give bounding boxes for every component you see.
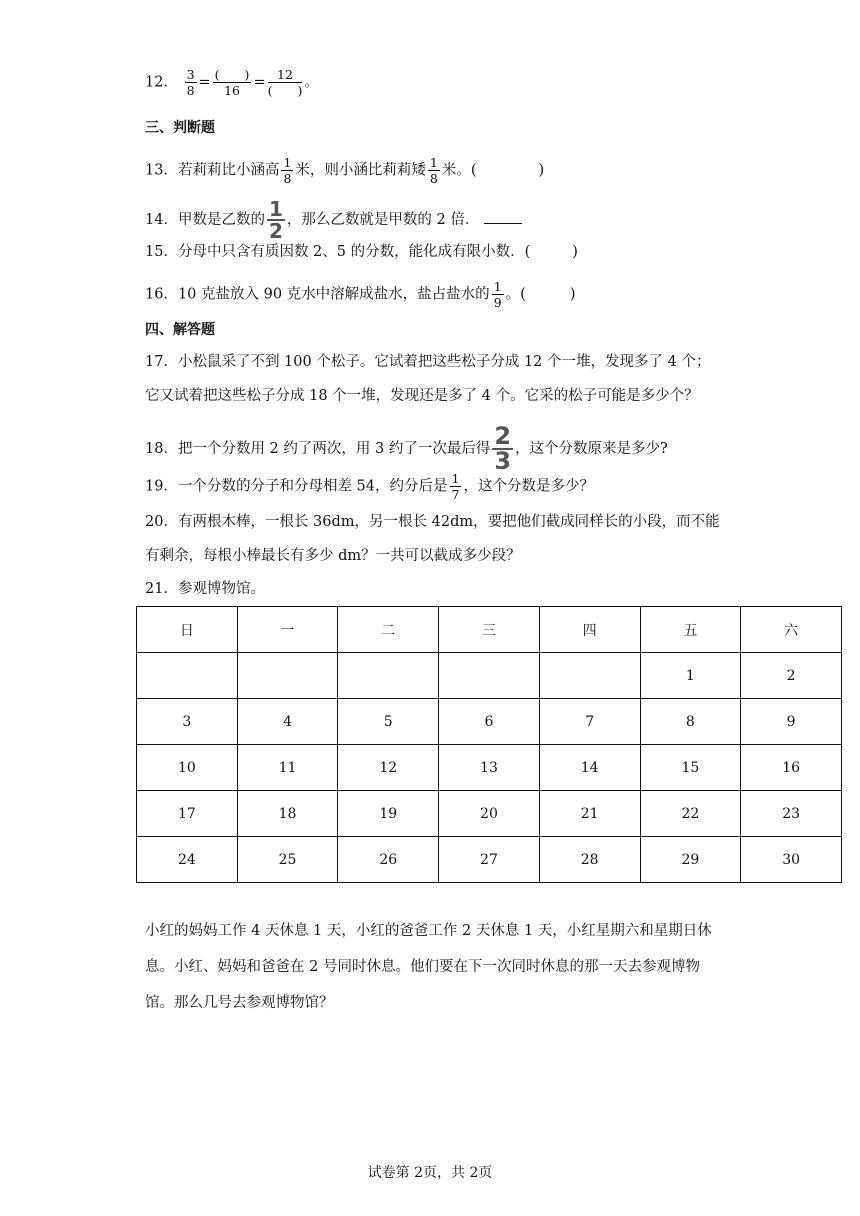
question-21-text-line1: 小红的妈妈工作 4 天休息 1 天，小红的爸爸工作 2 天休息 1 天，小红星期六和星期日休 [145, 923, 712, 939]
calendar-cell: 23 [741, 791, 842, 837]
calendar-cell [137, 653, 238, 699]
section-heading-judgement: 三、判断题 [145, 120, 215, 136]
question-21-text-line2: 息。小红、妈妈和爸爸在 2 号同时休息。他们要在下一次同时休息的那一天去参观博物 [145, 959, 700, 975]
question-15: 15．分母中只含有质因数 2、5 的分数，能化成有限小数．( ) [145, 244, 578, 260]
calendar-cell: 15 [640, 745, 741, 791]
fraction-12-blank: $\frac{12}{( )}$ [267, 67, 303, 98]
calendar-table [136, 606, 842, 883]
calendar-cell: 12 [338, 745, 439, 791]
calendar-header-cell: 一 [237, 607, 338, 653]
calendar-cell: 20 [439, 791, 540, 837]
calendar-cell [439, 653, 540, 699]
fraction-1-8: $\frac{1}{8}$ [283, 155, 292, 186]
page-footer: 试卷第 2页，共 2页 [367, 1165, 493, 1181]
question-21-title: 21．参观博物馆。 [145, 581, 265, 597]
section-heading-answers: 四、解答题 [145, 322, 215, 338]
calendar-row [137, 745, 842, 791]
question-20-line2: 有剩余，每根小棒最长有多少 dm？一共可以截成多少段？ [145, 548, 521, 564]
calendar-cell [539, 653, 640, 699]
question-13: 13．若莉莉比小涵高 $\frac{1}{8}$ 米，则小涵比莉莉矮 $\frac{1}{8}$ 米。( ) [145, 155, 545, 186]
calendar-cell: 26 [338, 837, 439, 883]
calendar-row [137, 699, 842, 745]
calendar-header-cell: 四 [539, 607, 640, 653]
answer-blank[interactable] [484, 209, 522, 224]
question-17-line1: 17．小松鼠采了不到 100 个松子。它试着把这些松子分成 12 个一堆，发现多了 4 个； [145, 354, 711, 370]
fraction-2-3: $\frac{2}{3}$ [494, 422, 512, 475]
calendar-cell: 29 [640, 837, 741, 883]
calendar-header-cell: 二 [338, 607, 439, 653]
question-18: 18．把一个分数用 2 约了两次，用 3 约了一次最后得 $\frac{2}{3}$ ，这个分数原来是多少? [145, 422, 668, 475]
calendar-header-cell: 六 [741, 607, 842, 653]
question-16: 16．10 克盐放入 90 克水中溶解成盐水，盐占盐水的 $\frac{1}{9}$ 。( ) [145, 279, 576, 310]
calendar-cell: 21 [539, 791, 640, 837]
fraction-1-7: $\frac{1}{7}$ [451, 471, 460, 502]
question-20-line1: 20．有两根木棒，一根长 36dm，另一根长 42dm，要把他们截成同样长的小段，而不能 [145, 514, 720, 530]
calendar-cell: 10 [137, 745, 238, 791]
calendar-cell: 7 [539, 699, 640, 745]
calendar-cell [338, 653, 439, 699]
calendar-header-row [137, 607, 842, 653]
calendar-cell: 17 [137, 791, 238, 837]
calendar-cell: 1 [640, 653, 741, 699]
question-17-line2: 它又试着把这些松子分成 18 个一堆，发现还是多了 4 个。它采的松子可能是多少个？ [145, 388, 699, 404]
fraction-blank-16: $\frac{( )}{16}$ [214, 67, 250, 98]
calendar-cell: 19 [338, 791, 439, 837]
calendar-cell: 5 [338, 699, 439, 745]
calendar-cell: 16 [741, 745, 842, 791]
fraction-3-8: $\frac{3}{8}$ [186, 67, 195, 98]
calendar-cell: 11 [237, 745, 338, 791]
calendar-cell: 30 [741, 837, 842, 883]
fraction-1-8-second: $\frac{1}{8}$ [429, 155, 438, 186]
calendar-cell: 24 [137, 837, 238, 883]
calendar-cell: 13 [439, 745, 540, 791]
fraction-1-9: $\frac{1}{9}$ [493, 279, 502, 310]
calendar-row [137, 837, 842, 883]
calendar-cell: 6 [439, 699, 540, 745]
calendar-row [137, 791, 842, 837]
calendar-cell: 4 [237, 699, 338, 745]
calendar-row [137, 653, 842, 699]
calendar-cell: 2 [741, 653, 842, 699]
calendar-cell: 22 [640, 791, 741, 837]
question-12: 12． $\frac{3}{8}$ = $\frac{( )}{16}$ = $\frac{12}{( )}$ 。 [145, 67, 319, 98]
question-21-text-line3: 馆。那么几号去参观博物馆？ [145, 995, 334, 1011]
calendar-header-cell: 三 [439, 607, 540, 653]
fraction-1-2: $\frac{1}{2}$ [268, 197, 283, 243]
calendar-cell: 8 [640, 699, 741, 745]
calendar-cell: 3 [137, 699, 238, 745]
calendar-cell [237, 653, 338, 699]
calendar-cell: 9 [741, 699, 842, 745]
calendar-header-cell: 日 [137, 607, 238, 653]
calendar-cell: 14 [539, 745, 640, 791]
calendar-cell: 18 [237, 791, 338, 837]
question-14: 14．甲数是乙数的 $\frac{1}{2}$ ，那么乙数就是甲数的 2 倍． [145, 200, 522, 240]
question-19: 19．一个分数的分子和分母相差 54，约分后是 $\frac{1}{7}$ ，这个分数是多少？ [145, 471, 594, 502]
calendar-cell: 27 [439, 837, 540, 883]
calendar-cell: 25 [237, 837, 338, 883]
calendar-header-cell: 五 [640, 607, 741, 653]
calendar-cell: 28 [539, 837, 640, 883]
